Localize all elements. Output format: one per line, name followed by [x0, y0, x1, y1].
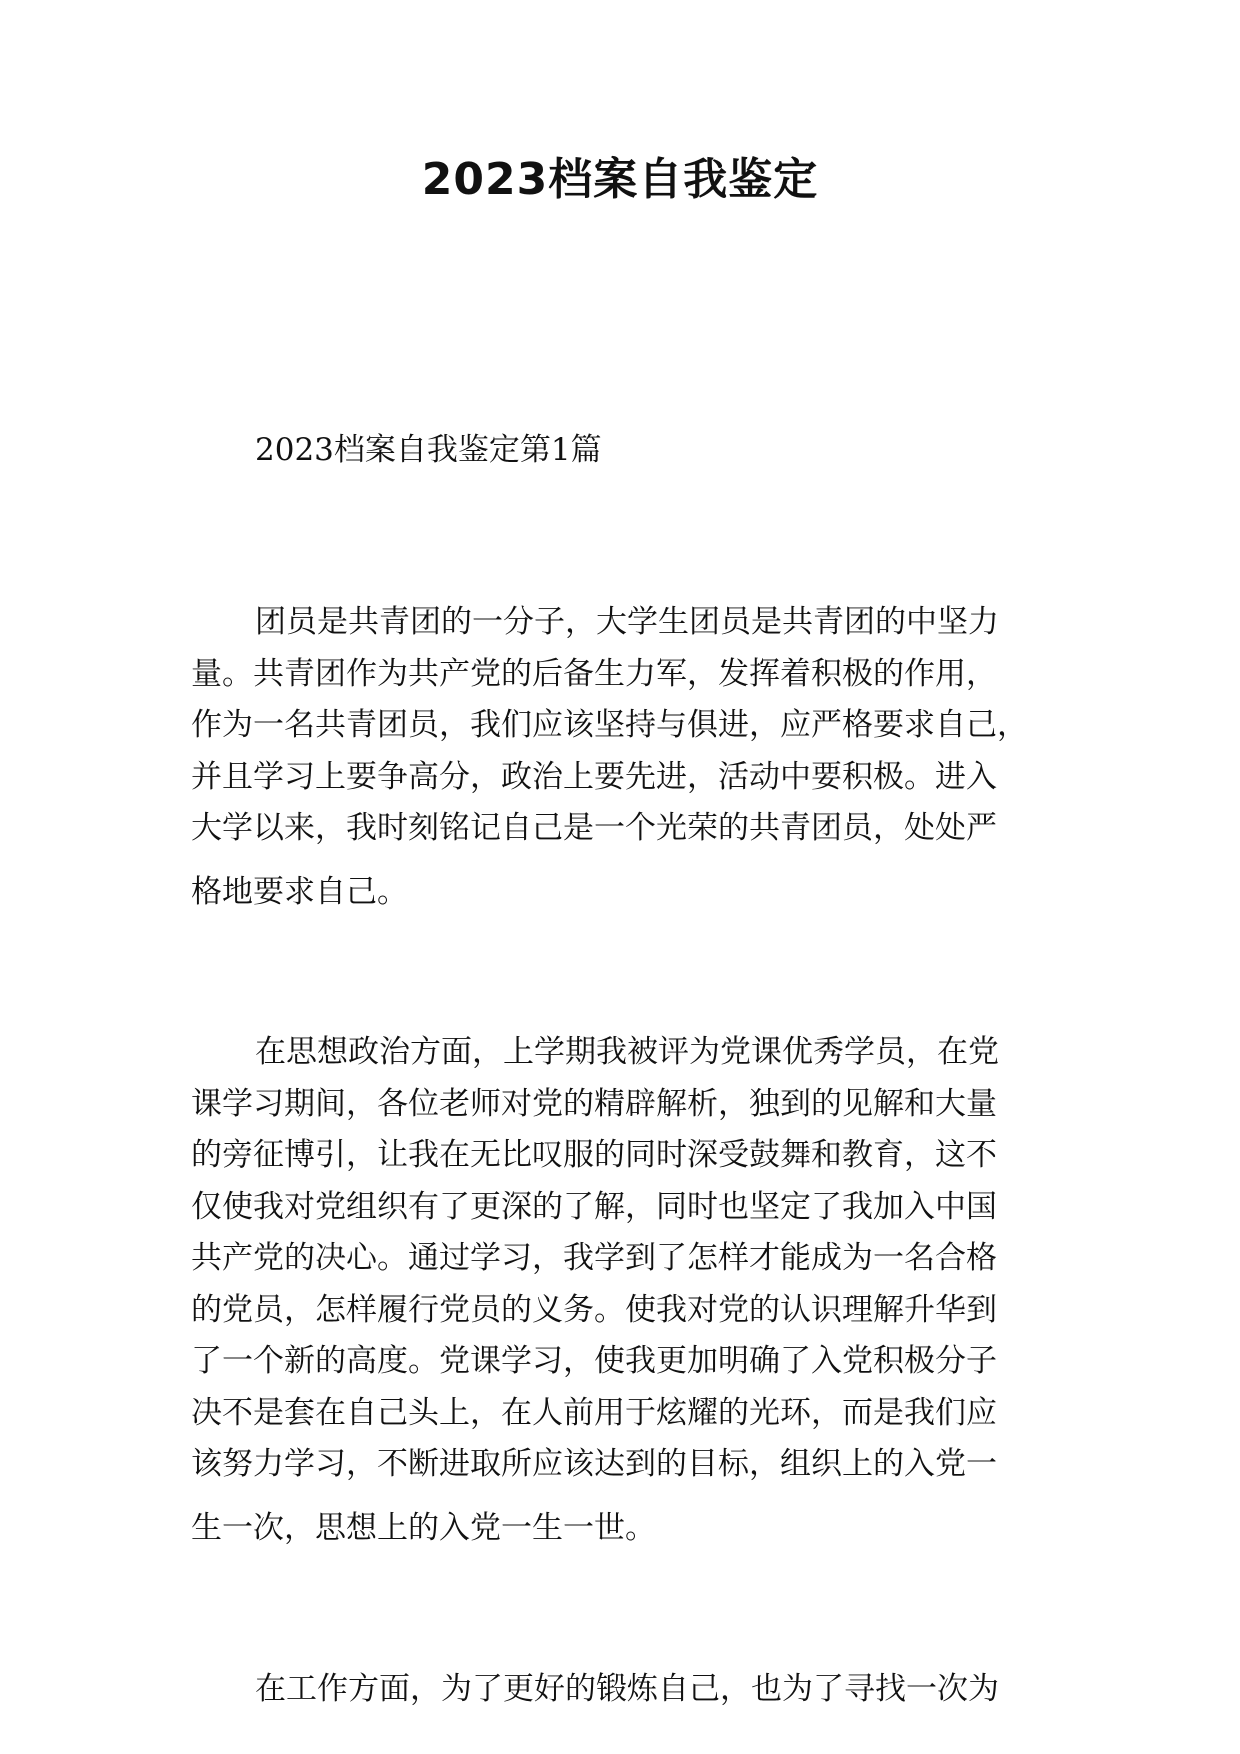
paragraph-3: [191, 1664, 1051, 1716]
paragraph-line: 在工作方面，为了更好的锻炼自己，也为了寻找一次为: [255, 1671, 999, 1707]
paragraph-line: 共产党的决心。通过学习，我学到了怎样才能成为一名合格: [191, 1240, 997, 1276]
paragraph-line: 课学习期间，各位老师对党的精辟解析，独到的见解和大量: [191, 1085, 997, 1122]
paragraph-line: 作为一名共青团员，我们应该坚持与俱进，应严格要求自己，: [191, 707, 1028, 743]
paragraph-line: 的党员，怎样履行党员的义务。使我对党的认识理解升华到: [191, 1291, 997, 1328]
paragraph-line: 量。共青团作为共产党的后备生力军，发挥着积极的作用，: [191, 655, 997, 692]
paragraph-line: 大学以来，我时刻铭记自己是一个光荣的共青团员，处处严: [191, 810, 997, 846]
paragraph-line: 格地要求自己。: [191, 873, 408, 910]
paragraph-line: 并且学习上要争高分，政治上要先进，活动中要积极。进入: [191, 758, 997, 795]
document-title: 2023档案自我鉴定: [421, 154, 819, 205]
paragraph-2: [191, 1027, 1051, 1554]
paragraph-1: [191, 597, 1051, 918]
paragraph-line: 生一次，思想上的入党一生一世。: [191, 1509, 656, 1546]
paragraph-line: 了一个新的高度。党课学习，使我更加明确了入党积极分子: [191, 1343, 997, 1379]
section-subtitle: 2023档案自我鉴定第1篇: [255, 432, 602, 468]
paragraph-line: 仅使我对党组织有了更深的了解，同时也坚定了我加入中国: [191, 1188, 997, 1225]
paragraph-line: 的旁征博引，让我在无比叹服的同时深受鼓舞和教育，这不: [191, 1137, 997, 1173]
paragraph-line: 决不是套在自己头上，在人前用于炫耀的光环，而是我们应: [191, 1394, 997, 1431]
paragraph-line: 团员是共青团的一分子，大学生团员是共青团的中坚力: [255, 604, 999, 640]
paragraph-line: 该努力学习，不断进取所应该达到的目标，组织上的入党一: [191, 1446, 997, 1482]
paragraph-line: 在思想政治方面，上学期我被评为党课优秀学员，在党: [255, 1034, 999, 1070]
